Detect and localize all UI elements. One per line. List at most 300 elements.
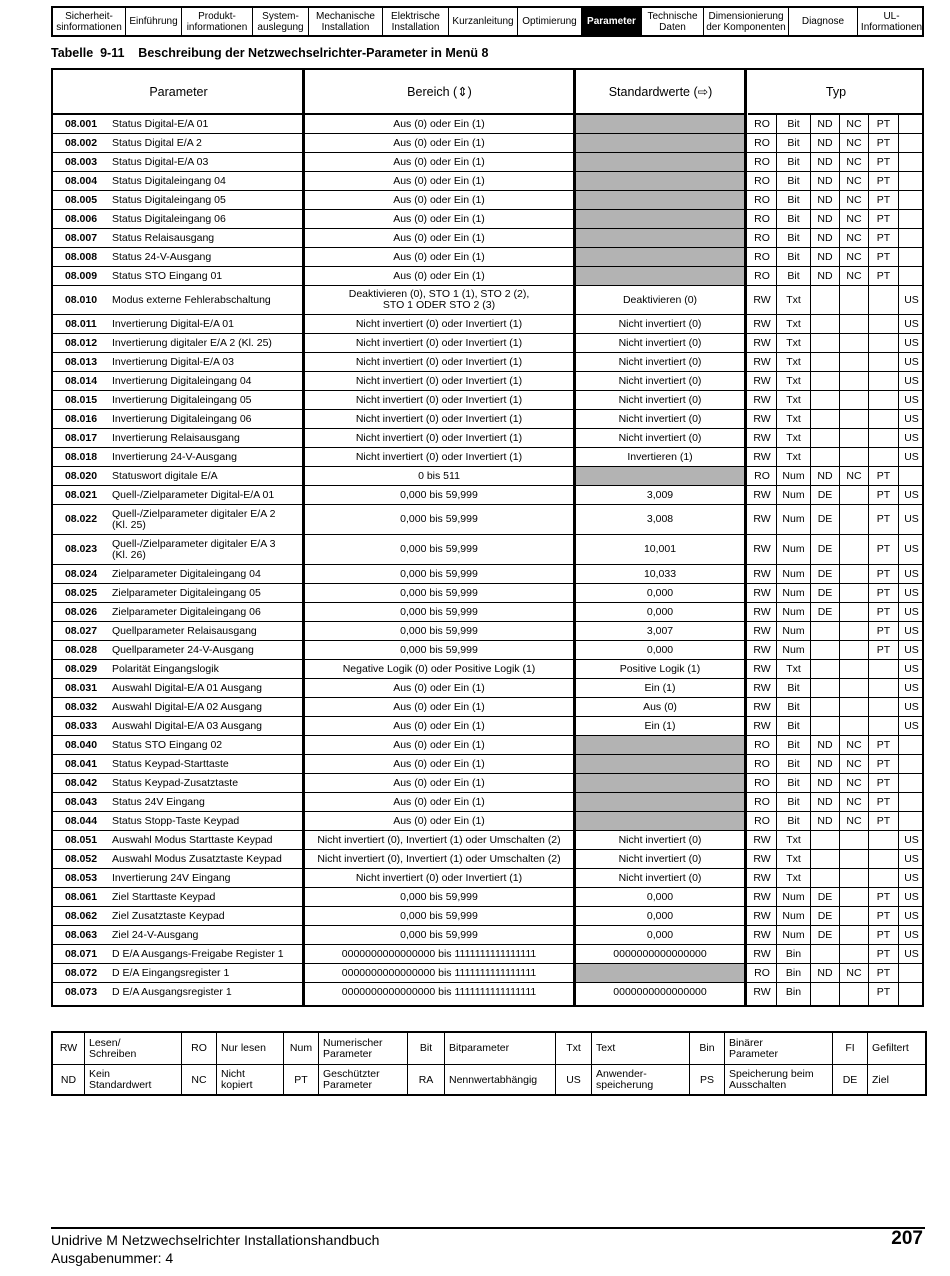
legend-text: Gefiltert: [872, 1042, 909, 1054]
param-range: Aus (0) oder Ein (1): [393, 250, 485, 263]
param-number: 08.009: [64, 269, 98, 282]
type-flag: [899, 153, 924, 171]
type-flag: RO: [754, 117, 770, 130]
param-number: 08.021: [64, 488, 98, 501]
nav-tab-0[interactable]: Sicherheit- sinformationen: [53, 8, 126, 35]
param-name: Status Digitaleingang 04: [112, 174, 226, 187]
type-flag: NC: [846, 231, 862, 244]
param-default: 0000000000000000: [613, 985, 707, 998]
type-flag: [899, 755, 924, 773]
param-default: Aus (0): [643, 700, 677, 713]
param-range: 0000000000000000 bis 1111111111111111: [341, 985, 537, 998]
type-flag: [899, 736, 924, 754]
type-flag: [840, 603, 868, 621]
type-flag: ND: [817, 738, 833, 751]
header-type: Typ: [748, 70, 924, 115]
table-row: [53, 535, 922, 565]
param-name: Modus externe Fehlerabschaltung: [112, 293, 271, 306]
param-number: 08.006: [64, 212, 98, 225]
param-range: Aus (0) oder Ein (1): [393, 174, 485, 187]
param-number: 08.071: [64, 947, 98, 960]
type-flag: PT: [876, 624, 891, 637]
param-number: 08.020: [64, 469, 98, 482]
param-default: 0000000000000000: [613, 947, 707, 960]
type-flag: PT: [876, 814, 891, 827]
table-row: [53, 565, 922, 584]
type-flag: ND: [817, 250, 833, 263]
type-flag: US: [904, 681, 919, 694]
table-row: [53, 736, 922, 755]
param-number: 08.012: [64, 336, 98, 349]
param-number: 08.010: [64, 293, 98, 306]
type-flag: US: [904, 355, 919, 368]
type-flag: DE: [817, 488, 833, 501]
type-flag: US: [904, 336, 919, 349]
type-flag: [899, 964, 924, 982]
type-flag: NC: [846, 795, 862, 808]
type-flag: PT: [876, 269, 891, 282]
type-flag: NC: [846, 814, 862, 827]
param-name: Polarität Eingangslogik: [112, 662, 219, 675]
type-flag: [811, 698, 839, 716]
param-range: Aus (0) oder Ein (1): [393, 795, 485, 808]
type-flag: [869, 448, 898, 466]
nav-tab-8[interactable]: Parameter: [582, 8, 642, 35]
param-name: Ziel Starttaste Keypad: [112, 890, 216, 903]
type-flag: Txt: [786, 450, 801, 463]
table-row: [53, 774, 922, 793]
type-flag: [840, 641, 868, 659]
legend-code: PS: [690, 1065, 725, 1095]
type-flag: RW: [753, 662, 771, 675]
param-range: 0,000 bis 59,999: [400, 928, 478, 941]
nav-tab-4[interactable]: Mechanische Installation: [309, 8, 383, 35]
type-flag: RW: [753, 355, 771, 368]
type-flag: US: [904, 700, 919, 713]
param-name: Invertierung Digital-E/A 01: [112, 317, 234, 330]
type-flag: Txt: [786, 871, 801, 884]
legend-code: RW: [53, 1033, 85, 1064]
type-flag: Txt: [786, 317, 801, 330]
param-range: 0,000 bis 59,999: [400, 513, 478, 525]
nav-tab-2[interactable]: Produkt- informationen: [182, 8, 253, 35]
type-flag: [869, 831, 898, 849]
nav-tab-6[interactable]: Kurzanleitung: [449, 8, 518, 35]
type-flag: [899, 983, 924, 1001]
table-row: [53, 907, 922, 926]
param-number: 08.025: [64, 586, 98, 599]
param-number: 08.072: [64, 966, 98, 979]
param-range: Negative Logik (0) oder Positive Logik (1): [342, 662, 536, 675]
param-range: Aus (0) oder Ein (1): [393, 155, 485, 168]
param-default: Ein (1): [644, 719, 676, 732]
param-number: 08.041: [64, 757, 98, 770]
param-default: 10,001: [643, 543, 677, 555]
param-default: Nicht invertiert (0): [618, 317, 702, 330]
type-flag: US: [904, 719, 919, 732]
legend-code: Bin: [690, 1033, 725, 1064]
legend-code: NC: [182, 1065, 217, 1095]
type-flag: PT: [876, 136, 891, 149]
type-flag: DE: [817, 543, 833, 555]
table-row: [53, 584, 922, 603]
type-flag: [840, 505, 868, 534]
type-flag: [811, 945, 839, 963]
param-range: 0000000000000000 bis 1111111111111111: [341, 966, 537, 979]
param-range: Nicht invertiert (0) oder Invertiert (1): [355, 336, 523, 349]
type-flag: US: [904, 852, 919, 865]
type-flag: [840, 850, 868, 868]
param-number: 08.023: [64, 543, 98, 555]
param-number: 08.032: [64, 700, 98, 713]
type-flag: [811, 983, 839, 1001]
table-row: [53, 622, 922, 641]
type-flag: NC: [846, 174, 862, 187]
table-row: [53, 353, 922, 372]
type-flag: [811, 410, 839, 428]
param-default: 0,000: [646, 586, 674, 599]
type-flag: Bit: [787, 757, 800, 770]
type-flag: [840, 448, 868, 466]
type-flag: Bit: [787, 700, 800, 713]
type-flag: RW: [753, 488, 771, 501]
param-range: 0,000 bis 59,999: [400, 909, 478, 922]
type-flag: [811, 717, 839, 735]
type-flag: PT: [876, 513, 891, 525]
table-row: [53, 793, 922, 812]
param-name: Quellparameter Relaisausgang: [112, 624, 257, 637]
type-flag: PT: [876, 795, 891, 808]
type-flag: [840, 888, 868, 906]
type-flag: Num: [782, 543, 805, 555]
param-number: 08.040: [64, 738, 98, 751]
param-default: Nicht invertiert (0): [618, 412, 702, 425]
type-flag: DE: [817, 890, 833, 903]
type-flag: RO: [754, 814, 770, 827]
type-flag: Bit: [787, 117, 800, 130]
param-default: 0,000: [646, 909, 674, 922]
type-flag: RO: [754, 757, 770, 770]
type-flag: [840, 622, 868, 640]
type-flag: PT: [876, 586, 891, 599]
type-flag: [840, 907, 868, 925]
parameter-table: [51, 68, 924, 1007]
param-default: Deaktivieren (0): [622, 293, 698, 306]
type-flag: RW: [753, 890, 771, 903]
param-name: Quell-/Zielparameter digitaler E/A 3 (Kl. 26): [112, 537, 276, 561]
type-flag: [840, 945, 868, 963]
header-default: Standardwerte (⇨): [576, 70, 745, 115]
type-flag: RW: [753, 513, 771, 525]
type-flag: [840, 869, 868, 887]
type-flag: [899, 774, 924, 792]
type-flag: Txt: [786, 355, 801, 368]
type-flag: [811, 679, 839, 697]
type-flag: US: [904, 624, 919, 637]
type-flag: RW: [753, 624, 771, 637]
legend-text: Anwender- speicherung: [592, 1065, 690, 1095]
type-flag: Num: [782, 624, 805, 637]
type-flag: US: [904, 393, 919, 406]
type-flag: Txt: [786, 393, 801, 406]
param-number: 08.022: [64, 513, 98, 525]
type-flag: ND: [817, 212, 833, 225]
param-default: Nicht invertiert (0): [618, 852, 702, 865]
param-range: 0,000 bis 59,999: [400, 890, 478, 903]
legend-code: FI: [833, 1033, 868, 1064]
type-flag: [811, 869, 839, 887]
type-flag: RO: [754, 231, 770, 244]
type-flag: Num: [782, 909, 805, 922]
table-row: [53, 926, 922, 945]
param-range: 0 bis 511: [418, 469, 460, 482]
param-number: 08.042: [64, 776, 98, 789]
param-default: 3,007: [646, 624, 674, 637]
type-flag: RO: [754, 738, 770, 751]
legend-code: Num: [284, 1033, 319, 1064]
param-range: 0,000 bis 59,999: [400, 488, 478, 501]
type-flag: RO: [754, 469, 770, 482]
type-flag: [840, 486, 868, 504]
type-flag: US: [904, 543, 919, 555]
param-name: Invertierung 24-V-Ausgang: [112, 450, 237, 463]
type-flag: NC: [846, 776, 862, 789]
param-number: 08.053: [64, 871, 98, 884]
type-flag: RO: [754, 155, 770, 168]
type-flag: DE: [817, 909, 833, 922]
type-flag: [899, 267, 924, 285]
type-flag: ND: [817, 469, 833, 482]
type-flag: US: [904, 567, 919, 580]
type-flag: PT: [876, 966, 891, 979]
type-flag: [899, 812, 924, 830]
nav-tab-5[interactable]: Elektrische Installation: [383, 8, 449, 35]
type-flag: RW: [753, 833, 771, 846]
param-range: Aus (0) oder Ein (1): [393, 193, 485, 206]
type-flag: PT: [876, 174, 891, 187]
nav-tab-1[interactable]: Einführung: [126, 8, 182, 35]
legend-code: DE: [833, 1065, 868, 1095]
type-flag: [840, 372, 868, 390]
param-number: 08.052: [64, 852, 98, 865]
legend-code: ND: [53, 1065, 85, 1095]
type-flag: US: [904, 513, 919, 525]
type-flag: RO: [754, 212, 770, 225]
param-number: 08.015: [64, 393, 98, 406]
param-default: 0,000: [646, 643, 674, 656]
type-flag: [840, 535, 868, 564]
type-flag: RO: [754, 776, 770, 789]
param-name: Status Keypad-Starttaste: [112, 757, 229, 770]
legend-text: Text: [592, 1033, 690, 1064]
type-flag: PT: [876, 890, 891, 903]
type-flag: RW: [753, 605, 771, 618]
table-row: [53, 850, 922, 869]
legend-table: [51, 1031, 927, 1096]
table-row: [53, 191, 922, 210]
type-flag: Bit: [787, 174, 800, 187]
param-range: Nicht invertiert (0), Invertiert (1) oder Umschalten (2): [317, 852, 561, 865]
type-flag: PT: [876, 605, 891, 618]
type-flag: US: [904, 871, 919, 884]
type-divider: [898, 115, 899, 1005]
type-flag: [869, 410, 898, 428]
type-flag: RO: [754, 795, 770, 808]
param-name: Auswahl Digital-E/A 01 Ausgang: [112, 681, 263, 694]
type-flag: RW: [753, 719, 771, 732]
type-flag: NC: [846, 966, 862, 979]
param-number: 08.003: [64, 155, 98, 168]
param-name: Invertierung 24V Eingang: [112, 871, 231, 884]
type-flag: ND: [817, 814, 833, 827]
legend-row: [53, 1064, 925, 1095]
header-range: Bereich (⇕): [305, 70, 574, 115]
table-row: [53, 372, 922, 391]
param-number: 08.001: [64, 117, 98, 130]
legend-code: RO: [182, 1033, 217, 1064]
param-range: 0,000 bis 59,999: [400, 643, 478, 656]
type-divider: [810, 115, 811, 1005]
type-flag: [811, 622, 839, 640]
param-range: Nicht invertiert (0) oder Invertiert (1): [355, 374, 523, 387]
param-default: 0,000: [646, 605, 674, 618]
type-flag: [869, 334, 898, 352]
param-name: Status Digitaleingang 06: [112, 212, 226, 225]
type-flag: [869, 660, 898, 678]
type-flag: Bit: [787, 269, 800, 282]
type-flag: Bit: [787, 155, 800, 168]
type-flag: [869, 698, 898, 716]
type-flag: RW: [753, 643, 771, 656]
type-flag: Bit: [787, 776, 800, 789]
type-flag: RO: [754, 250, 770, 263]
param-number: 08.027: [64, 624, 98, 637]
nav-tab-3[interactable]: System- auslegung: [253, 8, 309, 35]
type-flag: ND: [817, 174, 833, 187]
param-range: Aus (0) oder Ein (1): [393, 117, 485, 130]
type-flag: PT: [876, 757, 891, 770]
table-row: [53, 755, 922, 774]
type-flag: Num: [782, 928, 805, 941]
type-flag: PT: [876, 543, 891, 555]
type-flag: US: [904, 928, 919, 941]
type-divider: [776, 115, 777, 1005]
param-number: 08.028: [64, 643, 98, 656]
type-flag: [899, 793, 924, 811]
column-divider: [573, 70, 576, 1005]
type-flag: [899, 229, 924, 247]
param-number: 08.063: [64, 928, 98, 941]
type-flag: Txt: [786, 662, 801, 675]
param-number: 08.016: [64, 412, 98, 425]
type-flag: Bin: [785, 966, 802, 979]
param-name: Status STO Eingang 02: [112, 738, 223, 751]
param-range: Deaktivieren (0), STO 1 (1), STO 2 (2), STO 1 ODER STO 2 (3): [348, 288, 530, 311]
param-number: 08.002: [64, 136, 98, 149]
type-flag: DE: [817, 605, 833, 618]
type-flag: NC: [846, 469, 862, 482]
type-flag: NC: [846, 250, 862, 263]
type-flag: RW: [753, 852, 771, 865]
param-number: 08.073: [64, 985, 98, 998]
param-number: 08.004: [64, 174, 98, 187]
param-name: Ziel 24-V-Ausgang: [112, 928, 199, 941]
type-flag: RW: [753, 871, 771, 884]
param-name: Statuswort digitale E/A: [112, 469, 218, 482]
param-name: Invertierung Relaisausgang: [112, 431, 240, 444]
param-number: 08.029: [64, 662, 98, 675]
type-flag: RO: [754, 174, 770, 187]
type-flag: US: [904, 488, 919, 501]
param-range: Nicht invertiert (0) oder Invertiert (1): [355, 431, 523, 444]
type-flag: RO: [754, 193, 770, 206]
type-flag: RW: [753, 681, 771, 694]
param-number: 08.024: [64, 567, 98, 580]
type-flag: ND: [817, 269, 833, 282]
param-number: 08.044: [64, 814, 98, 827]
legend-text: Ziel: [872, 1073, 889, 1086]
param-name: Status Digital E/A 2: [112, 136, 202, 149]
type-flag: [840, 315, 868, 333]
type-flag: NC: [846, 738, 862, 751]
legend-code: US: [556, 1065, 592, 1095]
param-range: Nicht invertiert (0) oder Invertiert (1): [355, 871, 523, 884]
type-flag: DE: [817, 567, 833, 580]
legend-text: Nennwertabhängig: [445, 1065, 556, 1095]
param-name: Auswahl Digital-E/A 02 Ausgang: [112, 700, 263, 713]
table-row: [53, 660, 922, 679]
legend-text: Kein Standardwert: [85, 1065, 182, 1095]
type-flag: PT: [876, 985, 891, 998]
type-flag: RW: [753, 543, 771, 555]
nav-tab-7[interactable]: Optimierung: [518, 8, 582, 35]
nav-tab-9[interactable]: Technische Daten: [642, 8, 704, 35]
footer-issue: Ausgabenummer: 4: [51, 1250, 174, 1266]
type-flag: RW: [753, 567, 771, 580]
type-flag: PT: [876, 231, 891, 244]
type-flag: RW: [753, 947, 771, 960]
type-flag: PT: [876, 928, 891, 941]
param-default: Nicht invertiert (0): [618, 431, 702, 444]
type-flag: [899, 210, 924, 228]
type-flag: PT: [876, 212, 891, 225]
type-flag: ND: [817, 795, 833, 808]
nav-tab-11[interactable]: Diagnose: [789, 8, 858, 35]
table-row: [53, 286, 922, 315]
type-flag: PT: [876, 643, 891, 656]
type-flag: PT: [876, 488, 891, 501]
legend-text: Nicht kopiert: [217, 1065, 284, 1095]
type-flag: US: [904, 833, 919, 846]
param-range: Nicht invertiert (0) oder Invertiert (1): [355, 412, 523, 425]
type-flag: Num: [782, 469, 805, 482]
param-number: 08.033: [64, 719, 98, 732]
param-name: Status Keypad-Zusatztaste: [112, 776, 239, 789]
nav-tab-12[interactable]: UL- Informationen: [860, 10, 923, 33]
param-number: 08.011: [65, 317, 97, 330]
nav-tab-10[interactable]: Dimensionierung der Komponenten: [704, 8, 789, 35]
page-number: 207: [891, 1228, 923, 1249]
table-row: [53, 391, 922, 410]
type-divider: [839, 115, 840, 1005]
param-default: Nicht invertiert (0): [618, 336, 702, 349]
param-range: Aus (0) oder Ein (1): [393, 681, 485, 694]
param-name: Auswahl Modus Zusatztaste Keypad: [112, 852, 282, 865]
param-number: 08.061: [64, 890, 98, 903]
type-flag: Txt: [786, 833, 801, 846]
type-flag: PT: [876, 567, 891, 580]
param-name: Invertierung digitaler E/A 2 (Kl. 25): [112, 336, 272, 349]
